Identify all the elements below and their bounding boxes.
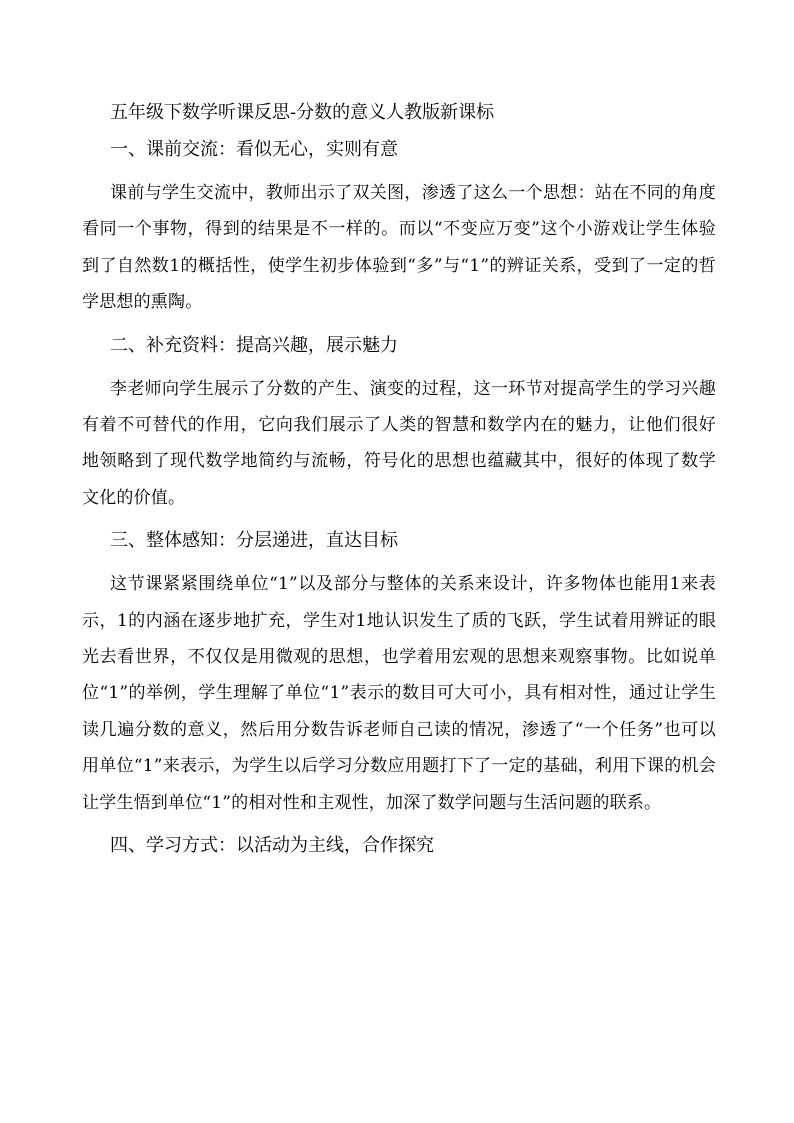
section-3 (82, 527, 716, 821)
document-title: 五年级下数学听课反思-分数的意义人教版新课标 (110, 102, 495, 123)
section-2 (82, 332, 716, 517)
section-1 (82, 136, 716, 321)
section-4-heading: 四、学习方式：以活动为主线，合作探究 (110, 835, 434, 857)
section-3-heading: 三、整体感知：分层递进，直达目标 (110, 530, 398, 552)
section-3-paragraph: 这节课紧紧围绕单位“1”以及部分与整体的关系来设计，许多物体也能用1来表示，1的内涵在逐步地扩充，学生对1地认识发生了质的飞跃，学生试着用辨证的眼光去看世界，不仅仅是用微观的思想，也学着用宏观的思想来观察事物。比如说单位“1”的举例，学生理解了单位“1”表示的数目可大可小，具有相对性，通过让学生读几遍分数的意义，然后用分数告诉老师自己读的情况，渗透了“一个任务”也可以用单位“1”来表示，为学生以后学习分数应用题打下了一定的基础，利用下课的机会让学生悟到单位“1”的相对性和主观性，加深了数学问题与生活问题的联系。 (82, 574, 716, 813)
section-1-heading: 一、课前交流：看似无心，实则有意 (110, 139, 398, 160)
section-2-heading: 二、补充资料：提高兴趣，展示魅力 (110, 334, 398, 356)
section-4 (82, 832, 716, 860)
section-1-paragraph: 课前与学生交流中，教师出示了双关图，渗透了这么一个思想：站在不同的角度看同一个事物，得到的结果是不一样的。而以“不变应万变”这个小游戏让学生体验到了自然数1的概括性，使学生初步体验到“多”与“1”的辨证关系，受到了一定的哲学思想的熏陶。 (82, 183, 716, 313)
document-body (82, 99, 716, 871)
section-2-paragraph: 李老师向学生展示了分数的产生、演变的过程，这一环节对提高学生的学习兴趣有着不可替代的作用，它向我们展示了人类的智慧和数学内在的魅力，让他们很好地领略到了现代数学地简约与流畅，符号化的思想也蕴藏其中，很好的体现了数学文化的价值。 (82, 378, 716, 508)
